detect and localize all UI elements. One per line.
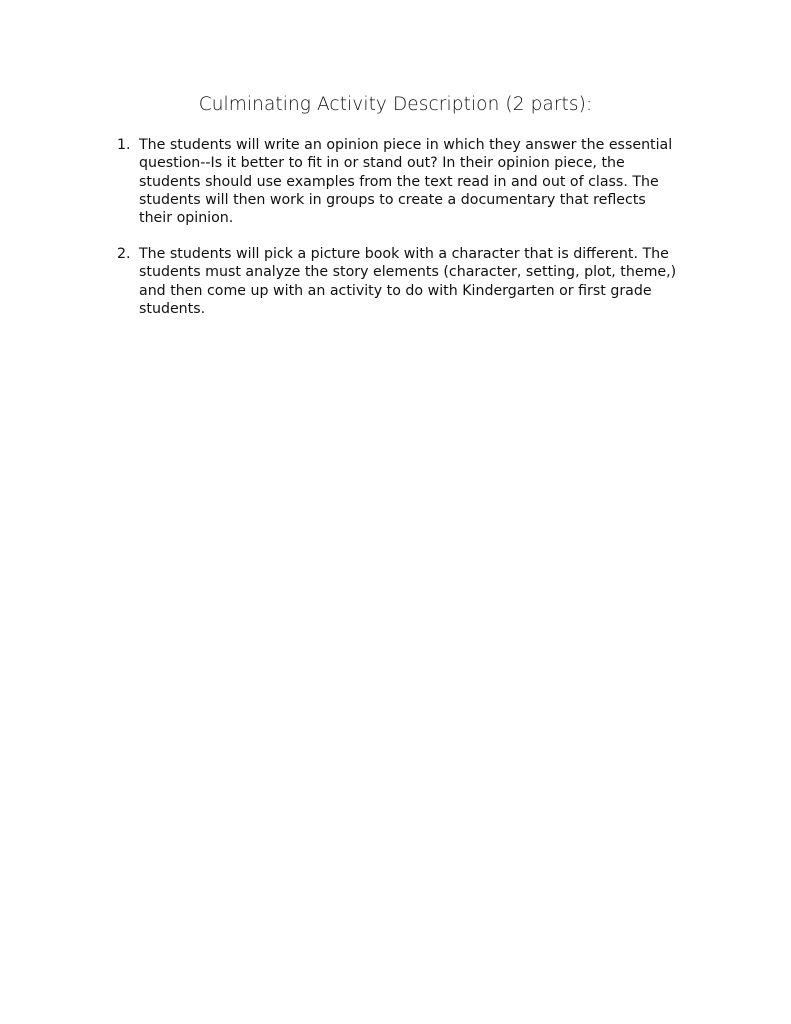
page-title: Culminating Activity Description (2 parts): bbox=[198, 94, 593, 115]
list-item bbox=[117, 136, 677, 227]
list-item-text: The students will write an opinion piece in which they answer the essential question--Is it better to fit in or stand out? In their opinion piece, the students should use examples from the text read in and out of class. The students will then work in groups to create a documentary that reflects their opinion. bbox=[139, 137, 673, 227]
list-item-number: 1. bbox=[117, 137, 131, 153]
list-item-number: 2. bbox=[117, 246, 131, 262]
list-item-text: The students will pick a picture book with a character that is different. The students must analyze the story elements (character, setting, plot, theme,) and then come up with an activity to do with Kindergarten or first grade students. bbox=[139, 246, 677, 317]
list-item bbox=[117, 245, 677, 318]
